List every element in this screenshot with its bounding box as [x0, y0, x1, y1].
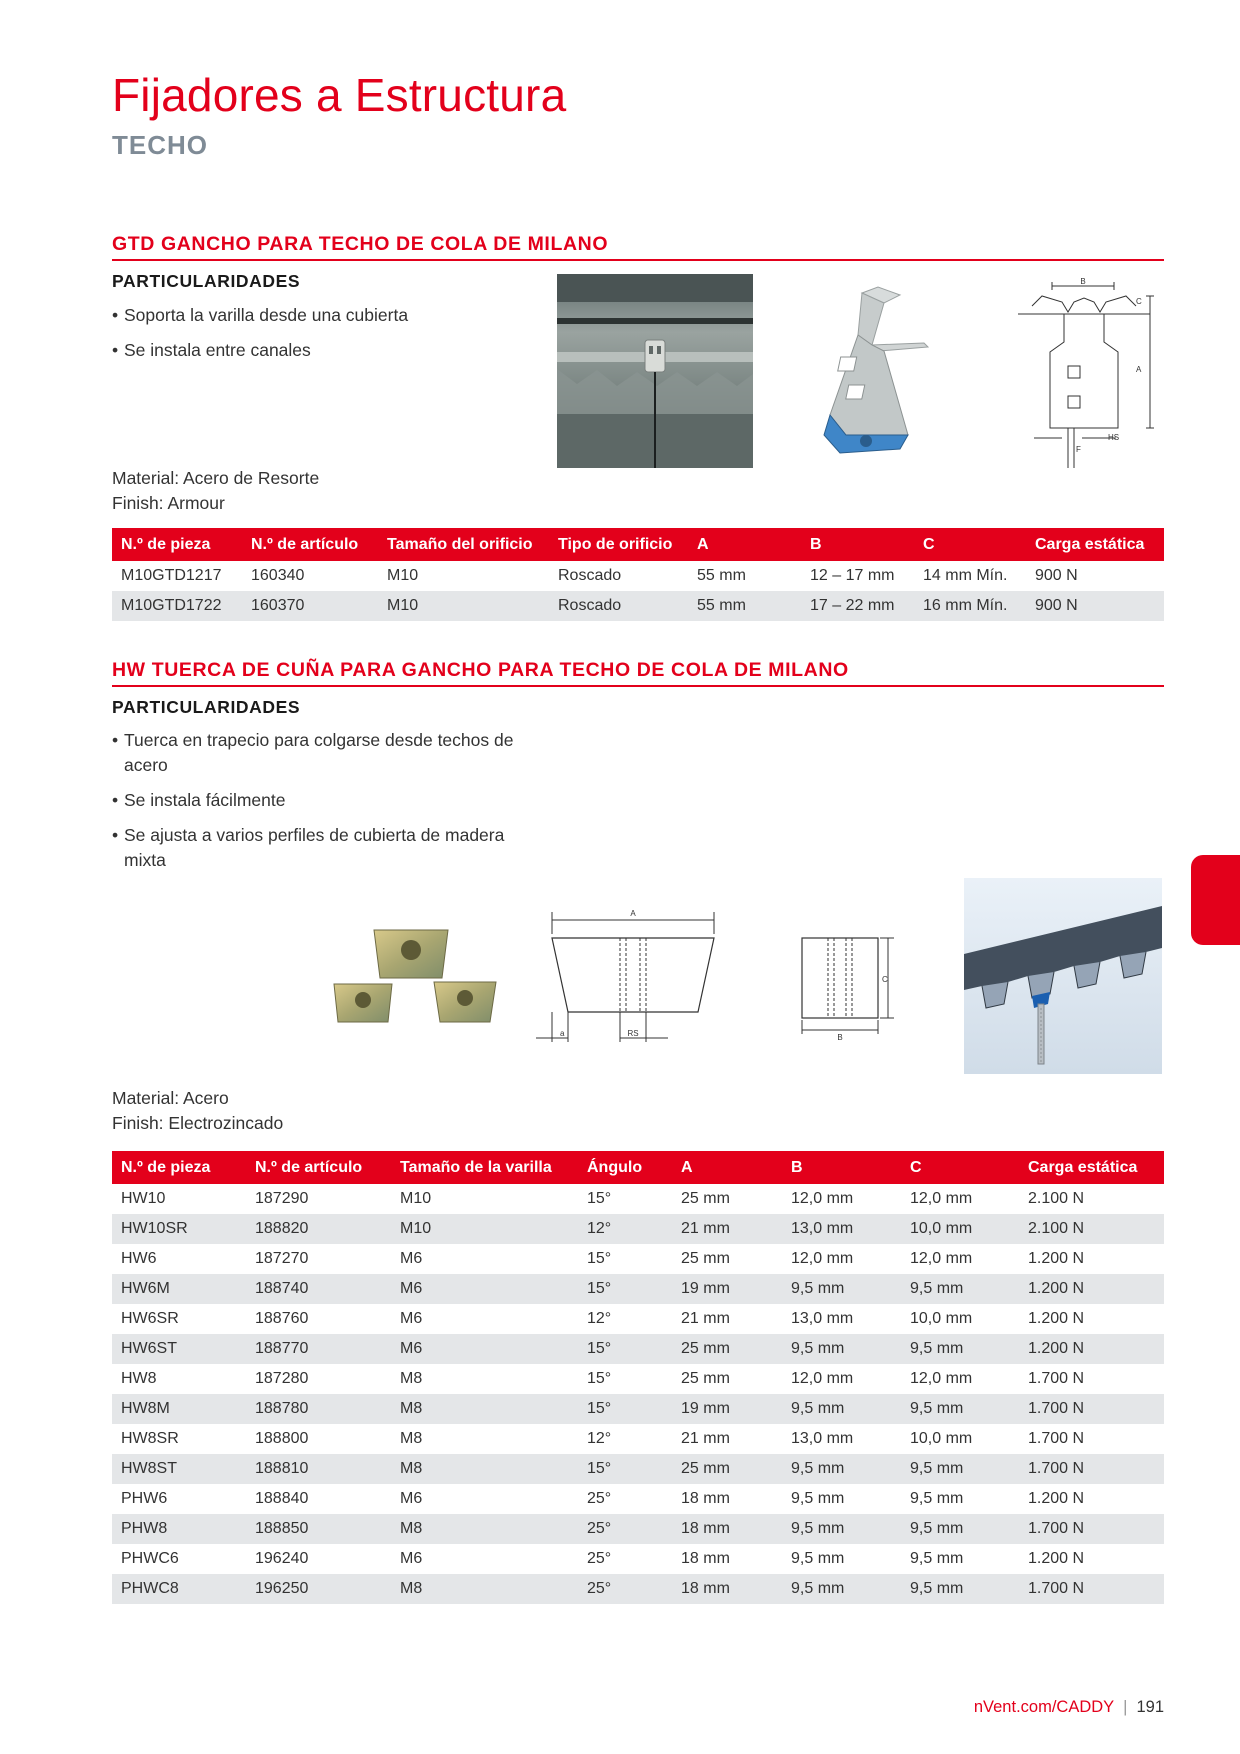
- table-row: [112, 1424, 1164, 1454]
- table-cell: 188770: [246, 1334, 391, 1364]
- footer-site-link[interactable]: nVent.com/CADDY: [973, 1698, 1115, 1716]
- hw-section-rule: [112, 685, 1164, 687]
- table-cell: 18 mm: [672, 1514, 782, 1544]
- gtd-installed-photo: [557, 274, 753, 468]
- table-cell: 900 N: [1035, 567, 1078, 584]
- table-cell: 9,5 mm: [901, 1394, 1019, 1424]
- hw-finish-text: Finish: Electrozincado: [112, 1113, 284, 1133]
- table-cell: M8: [391, 1574, 578, 1604]
- table-cell: 1.200 N: [1028, 1550, 1085, 1567]
- table-cell: 196240: [255, 1550, 309, 1567]
- table-cell: 188760: [255, 1310, 309, 1327]
- table-cell: 9,5 mm: [782, 1514, 901, 1544]
- page-footer: [974, 1698, 1164, 1717]
- table-cell: M10: [378, 591, 549, 621]
- table-cell: HW8ST: [112, 1454, 246, 1484]
- hw-spec-table: [112, 1151, 1164, 1604]
- table-cell: 25 mm: [672, 1334, 782, 1364]
- table-cell: M6: [391, 1334, 578, 1364]
- table-cell: 1.700 N: [1019, 1574, 1164, 1604]
- gtd-dim-label-c: C: [1136, 297, 1142, 306]
- gtd-section-title: GTD GANCHO PARA TECHO DE COLA DE MILANO: [112, 233, 609, 255]
- hw-features-list: [112, 728, 532, 883]
- table-cell: 12°: [587, 1310, 612, 1327]
- column-header: N.º de pieza: [112, 1151, 246, 1184]
- table-cell: 21 mm: [681, 1430, 730, 1447]
- gtd-finish-text: Finish: Armour: [112, 493, 225, 513]
- table-cell: HW6SR: [121, 1310, 179, 1327]
- table-cell: 18 mm: [681, 1550, 730, 1567]
- table-cell: PHW6: [121, 1490, 168, 1507]
- table-cell: M8: [391, 1454, 578, 1484]
- table-cell: 12,0 mm: [791, 1370, 854, 1387]
- page-title: Fijadores a Estructura: [112, 69, 567, 121]
- table-cell: 12°: [578, 1214, 672, 1244]
- table-cell: M10: [391, 1214, 578, 1244]
- table-cell: M6: [400, 1490, 423, 1507]
- hw-feature-item: • Se ajusta a varios perfiles de cubierta de madera mixta: [112, 823, 532, 873]
- table-cell: 1.200 N: [1028, 1490, 1085, 1507]
- table-cell: 25 mm: [681, 1250, 730, 1267]
- table-cell: 1.700 N: [1028, 1370, 1085, 1387]
- table-cell: 25°: [587, 1490, 612, 1507]
- table-cell: 10,0 mm: [901, 1214, 1019, 1244]
- hw-dim-label-b: B: [837, 1033, 843, 1042]
- table-cell: 188820: [246, 1214, 391, 1244]
- hw-feature-item: • Se instala fácilmente: [112, 788, 532, 813]
- table-row: [112, 1574, 1164, 1604]
- table-cell: M8: [391, 1514, 578, 1544]
- table-row: [112, 1214, 1164, 1244]
- table-cell: 21 mm: [672, 1214, 782, 1244]
- column-header: A: [672, 1151, 782, 1184]
- table-cell: 9,5 mm: [782, 1394, 901, 1424]
- table-cell: 1.200 N: [1019, 1334, 1164, 1364]
- gtd-feature-item: • Se instala entre canales: [112, 338, 408, 363]
- table-cell: 55 mm: [697, 567, 746, 584]
- table-cell: 9,5 mm: [782, 1574, 901, 1604]
- table-cell: HW6ST: [112, 1334, 246, 1364]
- table-row: [112, 1334, 1164, 1364]
- table-cell: 25°: [587, 1550, 612, 1567]
- table-cell: 188840: [255, 1490, 309, 1507]
- table-cell: 18 mm: [672, 1574, 782, 1604]
- table-cell: M8: [391, 1394, 578, 1424]
- hw-dim-label-rs: RS: [627, 1029, 639, 1038]
- hw-dim-label-angle: a: [560, 1029, 565, 1038]
- table-cell: 12,0 mm: [910, 1370, 973, 1387]
- chapter-side-tab: [1191, 855, 1240, 945]
- table-row: [112, 1514, 1164, 1544]
- table-cell: 1.700 N: [1019, 1514, 1164, 1544]
- table-cell: M10: [400, 1190, 432, 1207]
- table-cell: 2.100 N: [1019, 1214, 1164, 1244]
- table-cell: 15°: [578, 1334, 672, 1364]
- hw-installed-illustration: [964, 878, 1162, 1074]
- table-cell: 9,5 mm: [910, 1490, 964, 1507]
- table-cell: 25°: [578, 1574, 672, 1604]
- table-row: [112, 1304, 1164, 1334]
- table-cell: 2.100 N: [1028, 1190, 1085, 1207]
- table-cell: 12,0 mm: [791, 1250, 854, 1267]
- table-cell: Roscado: [558, 567, 622, 584]
- gtd-dimension-drawing: [1012, 272, 1162, 468]
- table-cell: 25°: [578, 1514, 672, 1544]
- table-cell: HW8SR: [121, 1430, 179, 1447]
- hw-material: [112, 1086, 283, 1136]
- table-cell: 188780: [246, 1394, 391, 1424]
- table-cell: HW10SR: [112, 1214, 246, 1244]
- table-cell: 55 mm: [688, 591, 801, 621]
- table-cell: HW10: [121, 1190, 166, 1207]
- gtd-product-image: [800, 285, 932, 457]
- table-cell: 13,0 mm: [791, 1430, 854, 1447]
- table-cell: M10GTD1217: [121, 567, 222, 584]
- column-header: Ángulo: [578, 1151, 672, 1184]
- table-cell: 13,0 mm: [791, 1310, 854, 1327]
- table-cell: 9,5 mm: [901, 1514, 1019, 1544]
- table-cell: 12,0 mm: [910, 1250, 973, 1267]
- table-cell: Roscado: [549, 591, 688, 621]
- column-header: Carga estática: [1019, 1151, 1164, 1184]
- column-header: N.º de artículo: [246, 1151, 391, 1184]
- table-cell: 14 mm Mín.: [923, 567, 1008, 584]
- table-row: [112, 1364, 1164, 1394]
- column-header: B: [782, 1151, 901, 1184]
- table-cell: 9,5 mm: [901, 1574, 1019, 1604]
- table-cell: 9,5 mm: [901, 1454, 1019, 1484]
- column-header: Tamaño del orificio: [378, 528, 549, 561]
- table-cell: 19 mm: [672, 1274, 782, 1304]
- gtd-section-rule: [112, 259, 1164, 261]
- table-cell: 1.700 N: [1028, 1430, 1085, 1447]
- column-header: N.º de pieza: [112, 528, 242, 561]
- table-cell: M6: [400, 1310, 423, 1327]
- table-cell: 10,0 mm: [910, 1430, 973, 1447]
- table-cell: M6: [400, 1250, 423, 1267]
- table-cell: 188850: [246, 1514, 391, 1544]
- column-header: Carga estática: [1026, 528, 1164, 561]
- table-cell: 21 mm: [681, 1310, 730, 1327]
- table-cell: 9,5 mm: [910, 1550, 964, 1567]
- gtd-material-text: Material: Acero de Resorte: [112, 468, 320, 488]
- table-cell: 12 – 17 mm: [810, 567, 895, 584]
- table-cell: 15°: [587, 1190, 612, 1207]
- table-cell: M6: [391, 1274, 578, 1304]
- table-cell: 25 mm: [681, 1370, 730, 1387]
- table-cell: 15°: [587, 1250, 612, 1267]
- page-number: 191: [1136, 1698, 1164, 1716]
- table-cell: 187270: [255, 1250, 309, 1267]
- gtd-dim-label-b: B: [1080, 277, 1086, 286]
- column-header: A: [688, 528, 801, 561]
- hw-dim-label-c: C: [882, 975, 888, 984]
- hw-section-title: HW TUERCA DE CUÑA PARA GANCHO PARA TECHO DE COLA DE MILANO: [112, 659, 849, 681]
- table-cell: 9,5 mm: [782, 1454, 901, 1484]
- table-cell: HW6: [121, 1250, 157, 1267]
- table-cell: 16 mm Mín.: [914, 591, 1026, 621]
- table-cell: 9,5 mm: [901, 1274, 1019, 1304]
- table-row: [112, 591, 1164, 621]
- table-cell: HW6M: [112, 1274, 246, 1304]
- table-cell: 188740: [246, 1274, 391, 1304]
- table-cell: 1.200 N: [1019, 1274, 1164, 1304]
- column-header: B: [801, 528, 914, 561]
- gtd-features-list: [112, 303, 408, 373]
- gtd-dim-label-hs: HS: [1108, 433, 1120, 442]
- table-header-row: [112, 528, 1164, 561]
- table-cell: 17 – 22 mm: [801, 591, 914, 621]
- hw-dimension-drawing-side: [794, 930, 896, 1042]
- column-header: C: [914, 528, 1026, 561]
- hw-dim-label-a: A: [630, 909, 636, 918]
- footer-separator: |: [1123, 1698, 1128, 1716]
- table-cell: 900 N: [1026, 591, 1164, 621]
- table-cell: M10: [387, 567, 419, 584]
- table-cell: 25 mm: [672, 1454, 782, 1484]
- table-header-row: [112, 1151, 1164, 1184]
- table-cell: 188800: [255, 1430, 309, 1447]
- table-row: [112, 1484, 1164, 1514]
- table-cell: 13,0 mm: [782, 1214, 901, 1244]
- table-cell: 9,5 mm: [791, 1550, 845, 1567]
- column-header: C: [901, 1151, 1019, 1184]
- hw-features-title: PARTICULARIDADES: [112, 697, 301, 717]
- table-cell: 160340: [251, 567, 305, 584]
- table-cell: 1.700 N: [1019, 1454, 1164, 1484]
- table-cell: 19 mm: [672, 1394, 782, 1424]
- table-cell: HW8M: [112, 1394, 246, 1424]
- gtd-spec-table: [112, 528, 1164, 621]
- table-cell: M6: [400, 1550, 423, 1567]
- column-header: Tipo de orificio: [549, 528, 688, 561]
- hw-product-image: [330, 922, 502, 1034]
- table-cell: 188810: [246, 1454, 391, 1484]
- table-row: [112, 1274, 1164, 1304]
- gtd-dim-label-a: A: [1136, 365, 1142, 374]
- hw-material-text: Material: Acero: [112, 1088, 229, 1108]
- table-row: [112, 1454, 1164, 1484]
- column-header: N.º de artículo: [242, 528, 378, 561]
- table-cell: 18 mm: [681, 1490, 730, 1507]
- table-cell: 1.200 N: [1028, 1250, 1085, 1267]
- table-cell: 1.700 N: [1019, 1394, 1164, 1424]
- table-cell: 15°: [578, 1394, 672, 1424]
- table-cell: 12°: [587, 1430, 612, 1447]
- table-cell: M10GTD1722: [112, 591, 242, 621]
- table-cell: PHWC6: [121, 1550, 179, 1567]
- table-row: [112, 1544, 1164, 1574]
- gtd-features-title: PARTICULARIDADES: [112, 271, 301, 291]
- table-cell: 1.200 N: [1028, 1310, 1085, 1327]
- table-cell: 9,5 mm: [901, 1334, 1019, 1364]
- table-cell: 15°: [587, 1370, 612, 1387]
- gtd-feature-item: • Soporta la varilla desde una cubierta: [112, 303, 408, 328]
- table-cell: 12,0 mm: [791, 1190, 854, 1207]
- table-row: [112, 1244, 1164, 1274]
- table-row: [112, 561, 1164, 591]
- table-cell: 160370: [242, 591, 378, 621]
- table-cell: 9,5 mm: [782, 1334, 901, 1364]
- table-cell: PHW8: [112, 1514, 246, 1544]
- table-cell: 12,0 mm: [910, 1190, 973, 1207]
- table-cell: 187290: [255, 1190, 309, 1207]
- gtd-material: [112, 466, 319, 516]
- table-cell: PHWC8: [112, 1574, 246, 1604]
- table-cell: 10,0 mm: [910, 1310, 973, 1327]
- column-header: Tamaño de la varilla: [391, 1151, 578, 1184]
- table-cell: HW8: [121, 1370, 157, 1387]
- table-cell: 15°: [578, 1274, 672, 1304]
- gtd-dim-label-f: F: [1076, 445, 1081, 454]
- hw-feature-item: • Tuerca en trapecio para colgarse desde techos de acero: [112, 728, 532, 778]
- hw-dimension-drawing-front: [532, 902, 722, 1050]
- table-cell: M8: [400, 1430, 423, 1447]
- table-cell: 187280: [255, 1370, 309, 1387]
- page-subtitle: TECHO: [112, 130, 208, 160]
- table-cell: 9,5 mm: [782, 1274, 901, 1304]
- table-cell: 15°: [578, 1454, 672, 1484]
- table-row: [112, 1394, 1164, 1424]
- table-cell: 196250: [246, 1574, 391, 1604]
- table-cell: M8: [400, 1370, 423, 1387]
- table-row: [112, 1184, 1164, 1214]
- table-cell: 9,5 mm: [791, 1490, 845, 1507]
- table-cell: 25 mm: [681, 1190, 730, 1207]
